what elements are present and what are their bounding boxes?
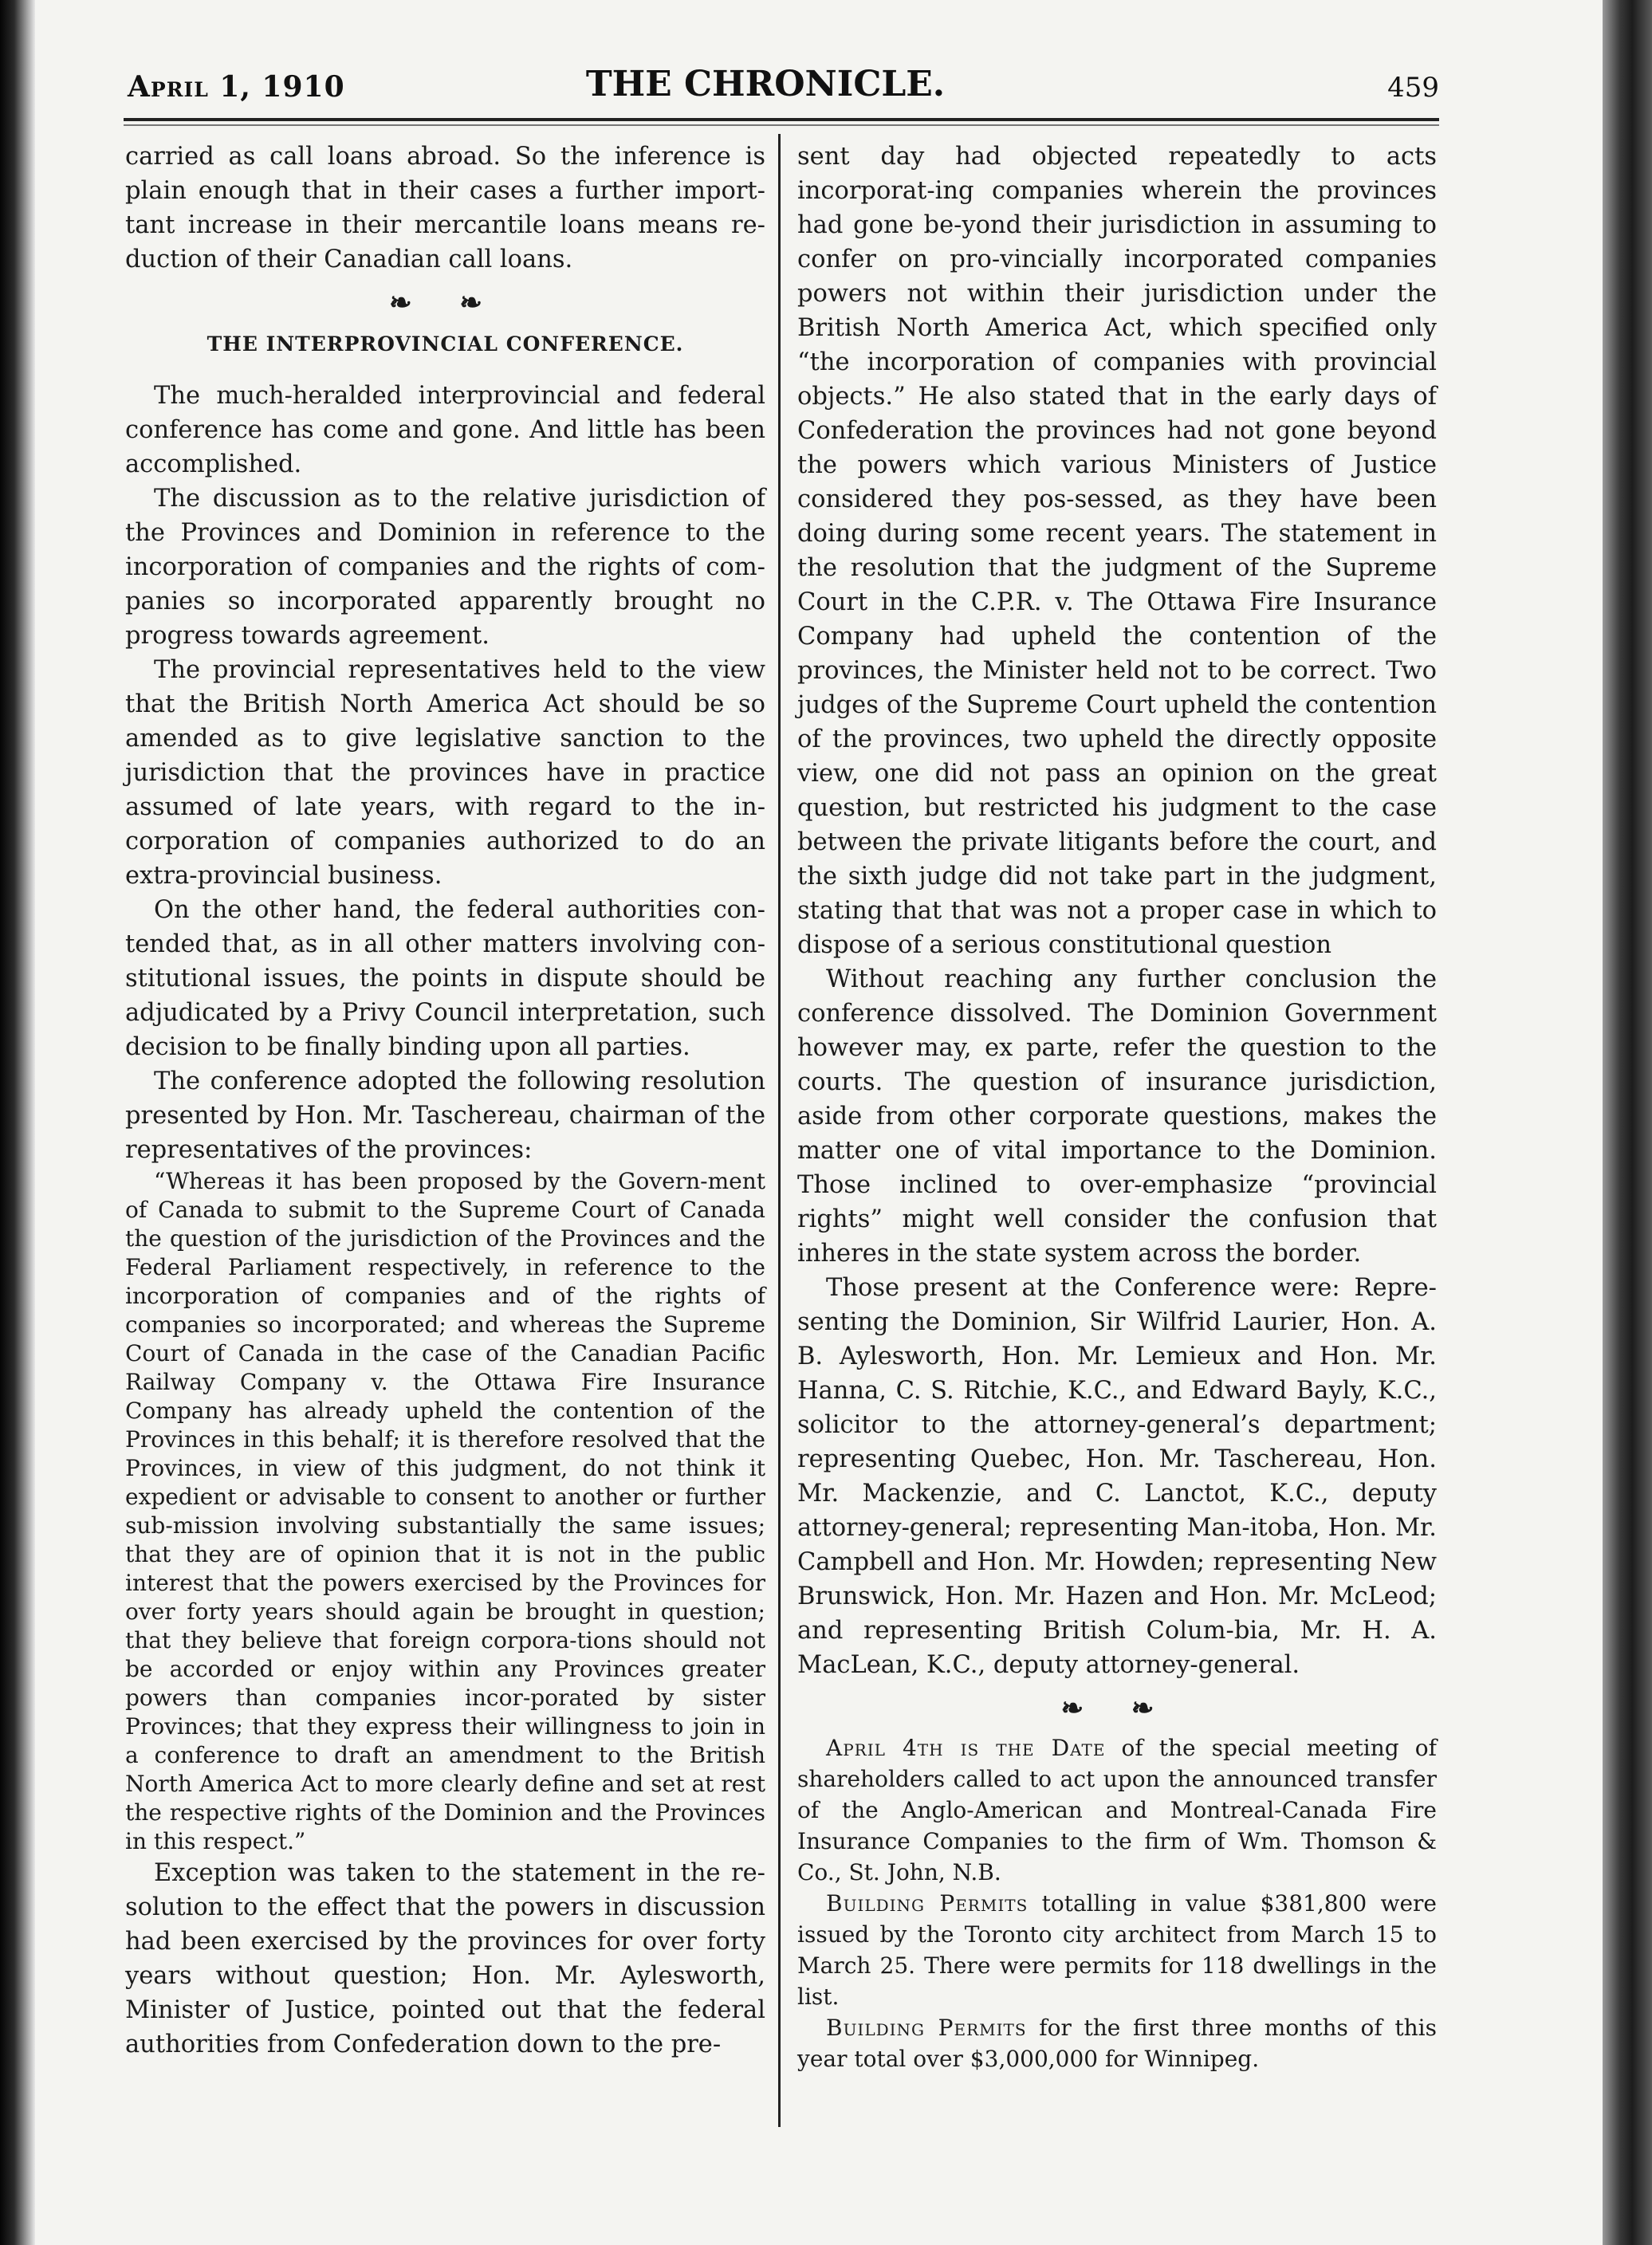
news-item	[797, 1732, 1437, 1888]
journal-title: THE CHRONICLE.	[585, 64, 946, 104]
paragraph: Without reaching any further conclusion the conference dissolved. The Dominion Government however may, ex parte, refer the question to the courts. The question of insurance jurisdiction, aside from other corporate questions, makes the matter one of vital importance to the Dominion. Those inclined to over-emphasize “provincial rights” might well consider the confusion that inheres in the state system across the border.	[797, 965, 1437, 1268]
paragraph: The discussion as to the relative jurisdiction of the Provinces and Dominion in reference to the incorporation of companies and the rights of com-panies so incorporated apparently brought no progress towards agreement.	[125, 485, 765, 650]
left-column	[125, 140, 765, 2062]
running-header	[92, 64, 1439, 115]
ornament: ❧ ❧	[1060, 1693, 1174, 1724]
news-item	[797, 1888, 1437, 2012]
issue-date: April 1, 1910	[128, 70, 345, 104]
paragraph: The conference adopted the following resolution presented by Hon. Mr. Taschereau, chairman of the representatives of the provinces:	[125, 1067, 765, 1164]
right-column	[797, 140, 1437, 2074]
paragraph: The much-heralded interprovincial and federal conference has come and gone. And little has been accomplished.	[125, 382, 765, 478]
news-item	[797, 2012, 1437, 2074]
paragraph: The provincial representatives held to the view that the British North America Act should be so amended as to give legislative sanction to the jurisdiction that the provinces have in practice assumed of late years, with regard to the in-corporation of companies authorized to do an extra-provincial business.	[125, 656, 765, 890]
news-lead: Building Permits	[826, 2015, 1027, 2041]
news-lead: Building Permits	[826, 1890, 1029, 1917]
news-lead: April 4th is the Date	[826, 1735, 1106, 1761]
header-rule	[124, 118, 1439, 121]
news-body: for the first three months of this year total over $3,000,000 for Winnipeg.	[797, 2015, 1437, 2072]
resolution-quote: “Whereas it has been proposed by the Govern-ment of Canada to submit to the Supreme Court of Canada the question of the jurisdiction of the Provinces and the Federal Parliament respectively, in reference to the incorporation of companies and of the rights of companies so incorporated; and whereas the Supreme Court of Canada in the case of the Canadian Pacific Railway Company v. the Ottawa Fire Insurance Company has already upheld the contention of the Provinces in this behalf; it is therefore resolved that the Provinces, in view of this judgment, do not think it expedient or advisable to consent to another or further sub-mission involving substantially the same issues; that they are of opinion that it is not in the public interest that the powers exercised by the Provinces for over forty years should again be brought in question; that they believe that foreign corpora-tions should not be accorded or enjoy within any Provinces greater powers than companies incor-porated by sister Provinces; that they express their willingness to join in a conference to draft an amendment to the British North America Act to more clearly define and set at rest the respective rights of the Dominion and the Provinces in this respect.”	[125, 1168, 765, 1854]
header-rule-thin	[124, 124, 1439, 126]
paragraph: Those present at the Conference were: Repre-senting the Dominion, Sir Wilfrid Laurier, Hon. A. B. Aylesworth, Hon. Mr. Lemieux and Hon. Mr. Hanna, C. S. Ritchie, K.C., and Edward Bayly, K.C., solicitor to the attorney-general’s department; representing Quebec, Hon. Mr. Taschereau, Hon. Mr. Mackenzie, and C. Lanctot, K.C., deputy attorney-general; representing Man-itoba, Hon. Mr. Campbell and Hon. Mr. Howden; representing New Brunswick, Hon. Mr. Hazen and Hon. Mr. McLeod; and representing British Colum-bia, Mr. H. A. MacLean, K.C., deputy attorney-general.	[797, 1274, 1437, 1679]
scan-left-edge	[0, 0, 35, 2245]
article-heading: THE INTERPROVINCIAL CONFERENCE.	[206, 332, 684, 356]
paragraph: sent day had objected repeatedly to acts incorporat-ing companies wherein the provinces had gone be-yond their jurisdiction in assuming to confer on pro-vincially incorporated companies powers not within their jurisdiction under the British North America Act, which specified only “the incorporation of companies with provincial objects.” He also stated that in the early days of Confederation the provinces had not gone beyond the powers which various Ministers of Justice considered they pos-sessed, as they have been doing during some recent years. The statement in the resolution that the judgment of the Supreme Court in the C.P.R. v. The Ottawa Fire Insurance Company had upheld the contention of the provinces, the Minister held not to be correct. Two judges of the Supreme Court upheld the contention of the provinces, two upheld the directly opposite view, one did not pass an opinion on the great question, but restricted his judgment to the case between the private litigants before the court, and the sixth judge did not take part in the judgment, stating that that was not a proper case in which to dispose of a serious constitutional question	[797, 143, 1437, 959]
paragraph: carried as call loans abroad. So the inference is plain enough that in their cases a further import-tant increase in their mercantile loans means re-duction of their Canadian call loans.	[125, 143, 765, 273]
column-divider	[778, 134, 781, 2127]
scan-right-edge	[1603, 0, 1652, 2245]
ornament: ❧ ❧	[389, 287, 502, 319]
paragraph: Exception was taken to the statement in the re-solution to the effect that the powers in discussion had been exercised by the provinces for over forty years without question; Hon. Mr. Aylesworth, Minister of Justice, pointed out that the federal authorities from Confederation down to the pre-	[125, 1859, 765, 2058]
news-body: of the special meeting of shareholders called to act upon the announced transfer of the Anglo-American and Montreal-Canada Fire Insurance Companies to the firm of Wm. Thomson & Co., St. John, N.B.	[797, 1735, 1437, 1885]
paragraph: On the other hand, the federal authorities con-tended that, as in all other matters involving con-stitutional issues, the points in dispute should be adjudicated by a Privy Council interpretation, such decision to be finally binding upon all parties.	[125, 896, 765, 1061]
news-body: totalling in value $381,800 were issued by the Toronto city architect from March 15 to March 25. There were permits for 118 dwellings in the list.	[797, 1890, 1437, 2010]
page-number: 459	[1387, 72, 1439, 104]
